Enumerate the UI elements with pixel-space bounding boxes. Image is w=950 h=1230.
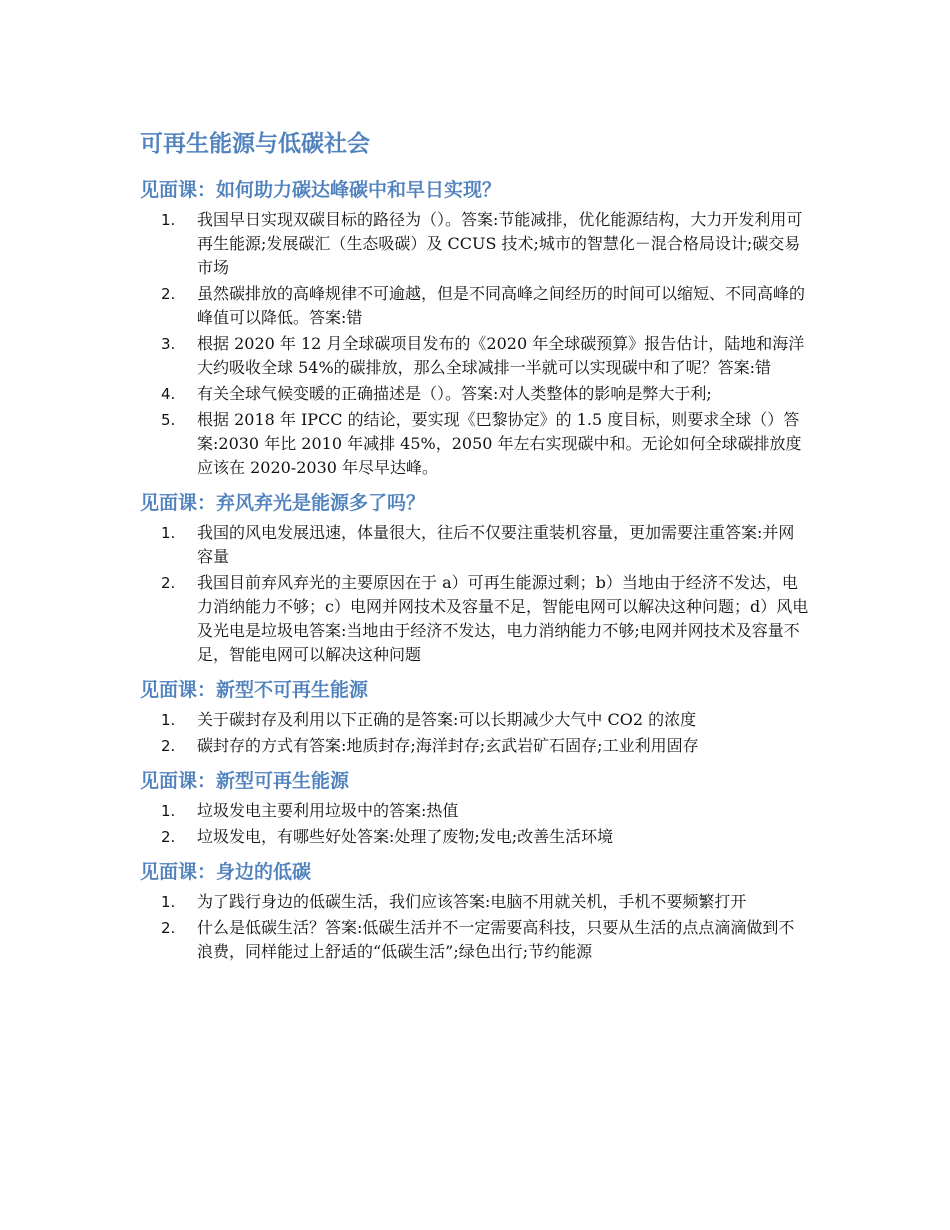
question-text: 垃圾发电主要利用垃圾中的答案:热值	[197, 801, 459, 820]
question-text: 碳封存的方式有答案:地质封存;海洋封存;玄武岩矿石固存;工业利用固存	[197, 736, 699, 755]
question-text: 根据 2018 年 IPCC 的结论，要实现《巴黎协定》的 1.5 度目标，则要求全球（）答案:2030 年比 2010 年减排 45%，2050 年左右实现碳中和。无论如何全球碳排放度应该在 2020-2030 年尽早达峰。	[197, 410, 802, 477]
question-item	[140, 382, 810, 406]
question-number: 2.	[161, 285, 176, 303]
question-text: 虽然碳排放的高峰规律不可逾越，但是不同高峰之间经历的时间可以缩短、不同高峰的峰值可以降低。答案:错	[197, 284, 806, 327]
question-number: 5.	[161, 411, 176, 429]
question-number: 1.	[161, 802, 176, 820]
section-heading: 见面课：身边的低碳	[140, 861, 312, 883]
question-number: 1.	[161, 211, 176, 229]
section-heading: 见面课：新型可再生能源	[140, 770, 350, 792]
question-list	[140, 799, 820, 849]
question-item	[140, 208, 810, 280]
question-list	[140, 708, 820, 758]
question-item	[140, 825, 810, 849]
question-number: 2.	[161, 919, 176, 937]
question-number: 1.	[161, 524, 176, 542]
question-number: 2.	[161, 574, 176, 592]
question-item	[140, 282, 810, 330]
question-text: 有关全球气候变暖的正确描述是（）。答案:对人类整体的影响是弊大于利;	[197, 384, 712, 403]
question-text: 关于碳封存及利用以下正确的是答案:可以长期减少大气中 CO2 的浓度	[197, 710, 697, 729]
question-item	[140, 521, 810, 569]
question-number: 4.	[161, 385, 176, 403]
question-list	[140, 521, 820, 667]
question-item	[140, 799, 810, 823]
question-item	[140, 734, 810, 758]
question-item	[140, 408, 810, 480]
section-heading: 见面课：弃风弃光是能源多了吗？	[140, 492, 426, 514]
question-item	[140, 890, 810, 914]
question-number: 1.	[161, 893, 176, 911]
question-text: 我国的风电发展迅速，体量很大，往后不仅要注重装机容量，更加需要注重答案:并网容量	[197, 523, 795, 566]
qa-section	[140, 676, 820, 758]
sections-container	[140, 176, 820, 973]
question-list	[140, 208, 820, 480]
question-text: 我国早日实现双碳目标的路径为（）。答案:节能减排，优化能源结构，大力开发利用可再生能源;发展碳汇（生态吸碳）及 CCUS 技术;城市的智慧化－混合格局设计;碳交易市场	[197, 210, 803, 277]
qa-section	[140, 176, 820, 480]
question-text: 什么是低碳生活？答案:低碳生活并不一定需要高科技，只要从生活的点点滴滴做到不浪费，同样能过上舒适的“低碳生活”;绿色出行;节约能源	[197, 918, 795, 961]
question-text: 我国目前弃风弃光的主要原因在于 a）可再生能源过剩；b）当地由于经济不发达，电力消纳能力不够；c）电网并网技术及容量不足，智能电网可以解决这种问题；d）风电及光电是垃圾电答案:当地由于经济不发达，电力消纳能力不够;电网并网技术及容量不足，智能电网可以解决这种问题	[197, 573, 809, 664]
qa-section	[140, 489, 820, 667]
question-item	[140, 332, 810, 380]
section-heading: 见面课：新型不可再生能源	[140, 679, 369, 701]
question-text: 根据 2020 年 12 月全球碳项目发布的《2020 年全球碳预算》报告估计，陆地和海洋大约吸收全球 54%的碳排放，那么全球减排一半就可以实现碳中和了呢？答案:错	[197, 334, 805, 377]
question-number: 3.	[161, 335, 176, 353]
qa-section	[140, 858, 820, 964]
question-item	[140, 708, 810, 732]
question-number: 1.	[161, 711, 176, 729]
qa-section	[140, 767, 820, 849]
question-number: 2.	[161, 737, 176, 755]
document-title: 可再生能源与低碳社会	[140, 131, 370, 157]
question-number: 2.	[161, 828, 176, 846]
question-text: 为了践行身边的低碳生活，我们应该答案:电脑不用就关机，手机不要频繁打开	[197, 892, 747, 911]
question-item	[140, 571, 810, 667]
question-item	[140, 916, 810, 964]
section-heading: 见面课：如何助力碳达峰碳中和早日实现？	[140, 179, 502, 201]
question-list	[140, 890, 820, 964]
question-text: 垃圾发电，有哪些好处答案:处理了废物;发电;改善生活环境	[197, 827, 614, 846]
